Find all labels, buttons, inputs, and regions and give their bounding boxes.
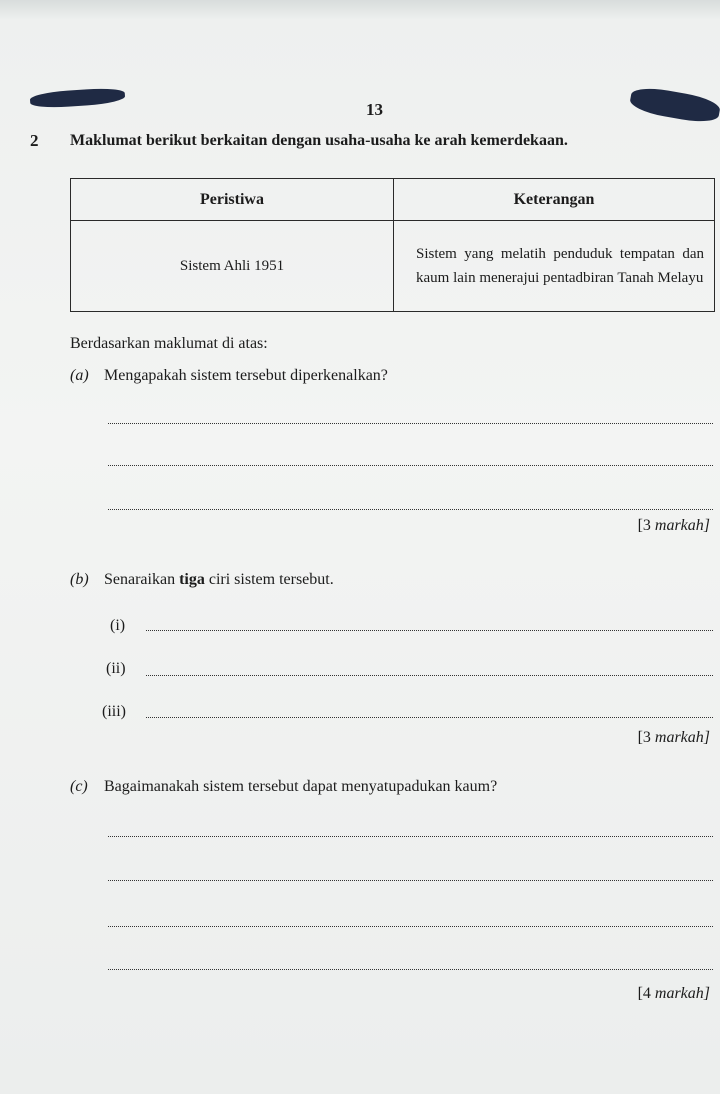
part-b-text-after: ciri sistem tersebut. — [208, 571, 334, 588]
part-b-marks-number: [3 — [637, 729, 651, 746]
question-intro: Maklumat berikut berkaitan dengan usaha-usaha ke arah kemerdekaan. — [70, 132, 568, 149]
part-b-question — [104, 571, 334, 589]
answer-line-c1[interactable] — [108, 836, 713, 837]
part-c-label: (c) — [70, 778, 88, 795]
question-prompt: Berdasarkan maklumat di atas: — [70, 335, 268, 352]
header-peristiwa: Peristiwa — [71, 179, 394, 221]
part-b-marks — [638, 729, 710, 747]
answer-line-a2[interactable] — [108, 465, 713, 466]
part-b-label: (b) — [70, 571, 89, 588]
table-header-row — [71, 179, 715, 221]
part-b-text-before: Senaraikan — [104, 571, 176, 588]
answer-line-a1[interactable] — [108, 423, 713, 424]
part-b-item-iii-label: (iii) — [102, 703, 126, 720]
part-a-label: (a) — [70, 367, 89, 384]
part-c-marks-number: [4 — [637, 985, 651, 1002]
part-a-marks — [638, 517, 710, 535]
answer-line-b3[interactable] — [146, 717, 713, 718]
event-cell: Sistem Ahli 1951 — [71, 221, 394, 312]
redaction-mark-right — [628, 84, 720, 125]
answer-line-b1[interactable] — [146, 630, 713, 631]
part-b-item-i-label: (i) — [110, 617, 126, 634]
redaction-mark-left — [30, 87, 126, 110]
part-a-question: Mengapakah sistem tersebut diperkenalkan? — [104, 367, 388, 384]
page-number: 13 — [366, 100, 383, 119]
answer-line-c4[interactable] — [108, 969, 713, 970]
page-top-edge — [0, 0, 720, 20]
part-c-marks — [638, 985, 710, 1003]
question-number: 2 — [30, 131, 39, 150]
part-b-marks-word: markah] — [654, 729, 710, 746]
answer-line-c2[interactable] — [108, 880, 713, 881]
part-b-text-bold: tiga — [179, 571, 205, 588]
info-table — [70, 178, 715, 312]
part-c-question: Bagaimanakah sistem tersebut dapat menyatupadukan kaum? — [104, 778, 498, 795]
answer-line-a3[interactable] — [108, 509, 713, 510]
part-b-item-ii-label: (ii) — [106, 660, 126, 677]
table-row — [71, 221, 715, 312]
header-keterangan: Keterangan — [394, 179, 715, 221]
part-c-marks-word: markah] — [654, 985, 710, 1002]
part-a-marks-number: [3 — [637, 517, 651, 534]
description-cell: Sistem yang melatih penduduk tempatan dan kaum lain menerajui pentadbiran Tanah Melayu — [394, 221, 715, 312]
answer-line-b2[interactable] — [146, 675, 713, 676]
answer-line-c3[interactable] — [108, 926, 713, 927]
part-a-marks-word: markah] — [654, 517, 710, 534]
